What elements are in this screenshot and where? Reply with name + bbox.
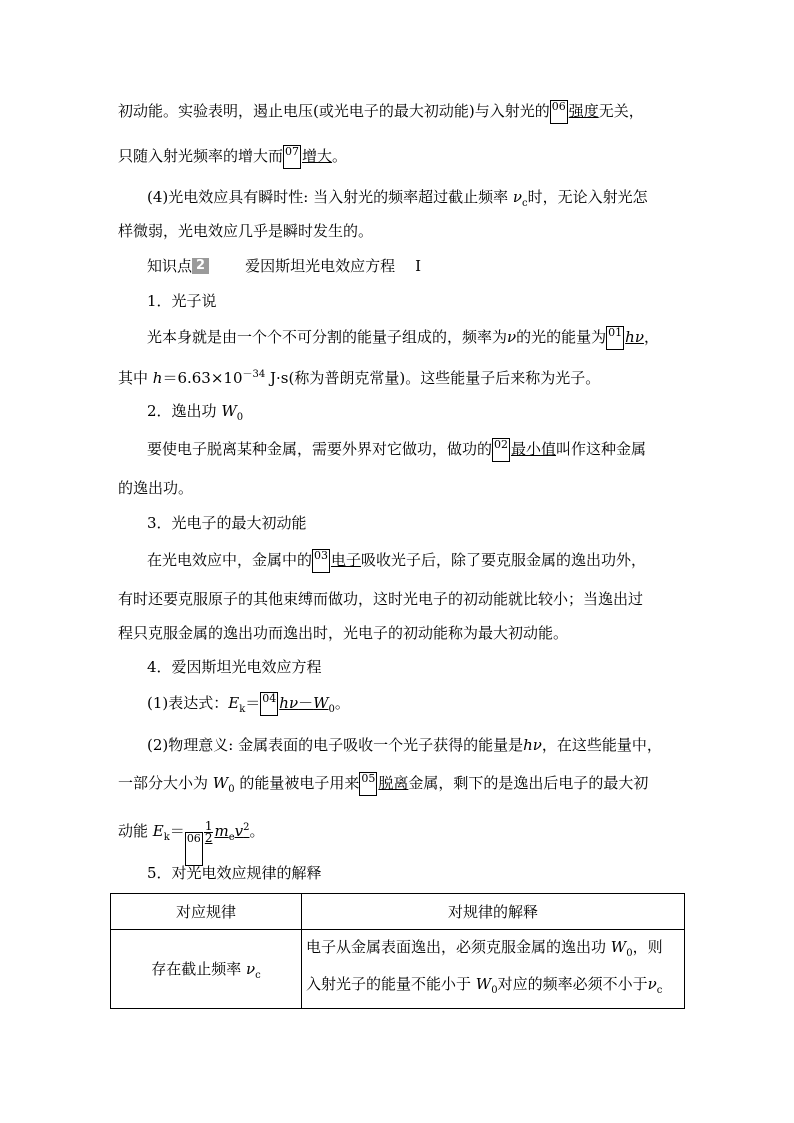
text: 要使电子脱离某种金属，需要外界对它做功，做功的 — [147, 440, 493, 458]
symbol-nu: ν — [246, 959, 256, 978]
text: 光本身就是由一个个不可分割的能量子组成的，频率为 — [147, 328, 508, 346]
section4-heading — [147, 656, 322, 678]
text: 。 — [334, 694, 350, 712]
text: 时，无论入射光怎 — [527, 188, 648, 206]
section3-line3 — [118, 622, 568, 644]
text: ， — [643, 328, 659, 346]
para1-line1 — [118, 100, 644, 124]
text: 的逸出功。 — [118, 479, 194, 497]
blank-number: 07 — [285, 145, 300, 158]
table-cell-explanation — [302, 930, 685, 1009]
answer-01: hν — [625, 328, 644, 346]
text: 程只克服金属的逸出功而逸出时，光电子的初动能称为最大初动能。 — [118, 624, 569, 642]
blank-number: 05 — [361, 772, 376, 785]
table-header-row — [111, 894, 685, 930]
blank-number: 06 — [186, 832, 201, 845]
heading-text: 2．逸出功 — [147, 402, 222, 420]
text: 对应的频率必须不小于 — [497, 975, 648, 993]
text: (1)表达式： — [147, 694, 229, 712]
equals: ＝ — [245, 694, 261, 712]
answer-blank-02 — [492, 438, 510, 462]
subscript: c — [656, 985, 663, 996]
symbol-W: W — [475, 975, 492, 993]
text: 无关， — [598, 102, 644, 120]
answer-07: 增大 — [302, 147, 333, 165]
section4-meaning-line3 — [118, 817, 264, 866]
answer-blank-01 — [606, 326, 624, 350]
subscript: 0 — [236, 412, 244, 423]
text: 在光电效应中，金属中的 — [147, 551, 313, 569]
blank-number: 02 — [494, 438, 509, 451]
text: 。 — [332, 147, 348, 165]
heading-text: 1．光子说 — [147, 292, 217, 310]
subscript: 0 — [626, 948, 633, 959]
text: 一部分大小为 — [118, 774, 213, 792]
heading-text: 5．对光电效应规律的解释 — [147, 864, 322, 882]
para1-line2 — [118, 145, 347, 169]
text: (4)光电效应具有瞬时性: 当入射光的频率超过截止频率 — [147, 188, 513, 206]
blank-number: 06 — [551, 100, 566, 113]
section1-line2 — [118, 364, 600, 389]
symbol-v: v — [234, 822, 244, 840]
table-header-rule: 对应规律 — [111, 894, 302, 930]
subscript: 0 — [491, 985, 498, 996]
section4-expression — [147, 692, 350, 721]
symbol-h: h — [152, 369, 163, 387]
kp-prefix: 知识点 — [147, 257, 193, 275]
text: 有时还要克服原子的其他束缚而做功，这时光电子的初动能就比较小；当逸出过 — [118, 590, 644, 608]
answer-02: 最小值 — [511, 440, 557, 458]
blank-number: 01 — [608, 326, 623, 339]
answer-06: 强度 — [568, 102, 599, 120]
cell-line1 — [306, 932, 680, 969]
text: 叫作这种金属 — [556, 440, 647, 458]
cell-line2 — [306, 969, 680, 1006]
subscript: c — [255, 969, 261, 981]
answer-blank-03 — [312, 549, 330, 573]
section4-meaning-line2 — [118, 772, 648, 801]
table-header-explanation: 对规律的解释 — [302, 894, 685, 930]
text: 入射光子的能量不能小于 — [306, 975, 476, 993]
section3-line1 — [147, 549, 646, 573]
text: ＝6.63×10 — [162, 369, 243, 387]
section2-heading — [147, 400, 243, 429]
symbol-W: W — [212, 774, 229, 792]
symbol-nu: ν — [512, 188, 522, 206]
answer-04 — [279, 694, 335, 715]
text: 初动能。实验表明，遏止电压(或光电子的最大初动能)与入射光的 — [118, 102, 550, 120]
fraction-half — [204, 818, 214, 845]
para2-line2 — [118, 220, 373, 242]
fraction-denominator: 2 — [204, 830, 213, 845]
symbol-W: W — [221, 402, 237, 420]
answer-blank-06 — [550, 100, 568, 124]
subscript: k — [239, 704, 246, 715]
text: ，则 — [632, 938, 663, 956]
answer-blank-05 — [359, 772, 377, 796]
section4-meaning-line1 — [147, 734, 662, 756]
section1-heading — [147, 290, 217, 312]
section3-heading — [147, 512, 307, 534]
text: 样微弱，光电效应几乎是瞬时发生的。 — [118, 222, 374, 240]
fraction-numerator: 1 — [204, 818, 213, 833]
kp-number-badge: 2 — [192, 258, 209, 274]
table-cell-rule — [111, 930, 302, 1009]
answer-05: 脱离 — [378, 774, 409, 792]
subscript: k — [163, 832, 170, 843]
text: 存在截止频率 — [151, 959, 247, 978]
blank-number: 03 — [314, 549, 329, 562]
text: 吸收光子后，除了要克服金属的逸出功外， — [361, 551, 647, 569]
text: 的能量被电子用来 — [234, 774, 360, 792]
symbol-W: W — [313, 694, 329, 712]
text: 。 — [249, 822, 265, 840]
minus: － — [298, 694, 314, 712]
symbol-hnu: hν — [523, 736, 542, 754]
symbol-W: W — [610, 938, 627, 956]
equals: ＝ — [169, 822, 185, 840]
subscript: 0 — [228, 784, 235, 795]
heading-text: 4．爱因斯坦光电效应方程 — [147, 658, 322, 676]
symbol-m: m — [214, 822, 229, 840]
subscript: e — [228, 832, 235, 843]
subscript: c — [521, 198, 528, 209]
section2-line2 — [118, 477, 193, 499]
text: 电子从金属表面逸出，必须克服金属的逸出功 — [306, 938, 611, 956]
heading-text: 3．光电子的最大初动能 — [147, 514, 307, 532]
exponent: 2 — [243, 822, 250, 833]
text: 的光的能量为 — [516, 328, 607, 346]
answer-blank-04 — [260, 692, 278, 716]
explanation-table — [110, 893, 685, 1009]
text: J·s(称为普朗克常量)。这些能量子后来称为光子。 — [265, 369, 601, 387]
text: 金属，剩下的是逸出后电子的最大初 — [408, 774, 649, 792]
symbol-hnu: hν — [279, 694, 299, 712]
subscript: 0 — [328, 704, 335, 715]
text: 其中 — [118, 369, 153, 387]
text: 动能 — [118, 822, 153, 840]
text: 只随入射光频率的增大而 — [118, 147, 284, 165]
text: (2)物理意义: 金属表面的电子吸收一个光子获得的能量是 — [147, 736, 524, 754]
symbol-E: E — [228, 694, 240, 712]
kp-level: Ⅰ — [415, 257, 422, 275]
symbol-nu: ν — [507, 328, 517, 346]
blank-number: 04 — [262, 692, 277, 705]
answer-blank-06b — [185, 832, 203, 866]
section3-line2 — [118, 588, 643, 610]
symbol-E: E — [152, 822, 164, 840]
table-row — [111, 930, 685, 1009]
answer-blank-07 — [283, 145, 301, 169]
answer-03: 电子 — [331, 551, 362, 569]
section1-line1 — [147, 326, 659, 350]
section5-heading — [147, 862, 322, 884]
knowledge-point-heading — [147, 255, 421, 277]
answer-06b — [214, 822, 250, 843]
symbol-nu: ν — [647, 975, 657, 993]
para2-line1 — [147, 186, 648, 215]
exponent: －34 — [242, 369, 266, 380]
text: ，在这些能量中， — [541, 736, 662, 754]
section2-line1 — [147, 438, 646, 462]
kp-title: 爱因斯坦光电效应方程 — [245, 257, 396, 275]
